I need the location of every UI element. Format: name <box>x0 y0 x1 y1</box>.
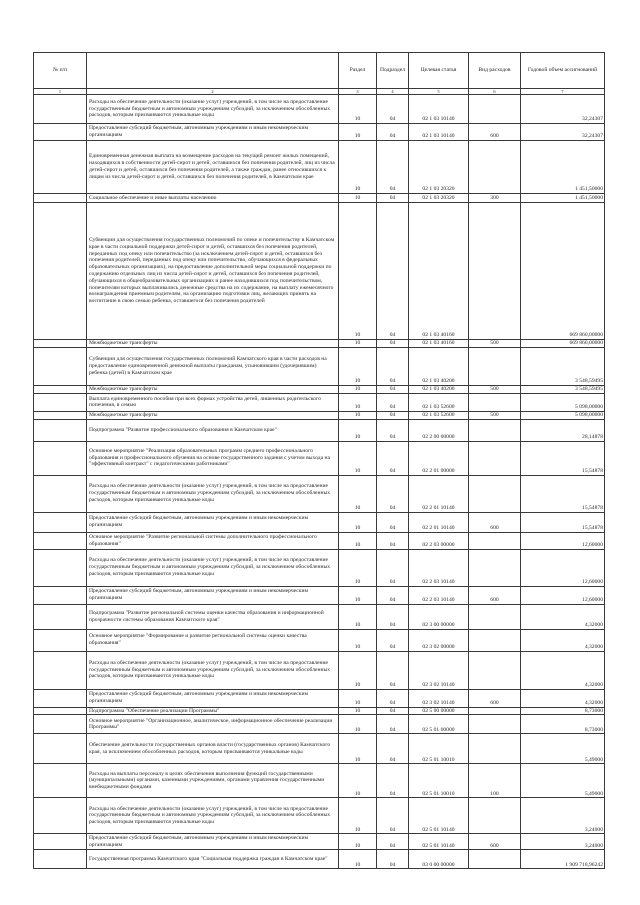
cell-subsection: 04 <box>377 834 409 850</box>
cell-num <box>34 850 87 869</box>
cell-target: 02 5 01 10140 <box>409 798 469 834</box>
table-row <box>34 393 605 411</box>
cell-expense-type <box>469 629 521 651</box>
cell-section: 10 <box>339 141 377 194</box>
cell-name: Подпрограмма "Развитие профессионального образования в Камчатском крае" <box>87 419 339 441</box>
cell-amount: 5,49000 <box>521 764 605 798</box>
cell-section: 10 <box>339 532 377 549</box>
cell-target: 02 2 03 10140 <box>409 549 469 586</box>
cell-subsection: 04 <box>377 651 409 689</box>
cell-num <box>34 834 87 850</box>
cell-expense-type: 100 <box>469 764 521 798</box>
cell-section: 10 <box>339 834 377 850</box>
cell-section: 10 <box>339 95 377 124</box>
cell-section: 10 <box>339 340 377 348</box>
table-header <box>34 53 605 95</box>
cell-section: 10 <box>339 715 377 734</box>
cell-name: Предоставление субсидий бюджетным, автономным учреждениям и иным некоммерческим организациям <box>87 689 339 707</box>
cell-section: 10 <box>339 124 377 141</box>
cell-amount: 4,32000 <box>521 651 605 689</box>
cell-section: 10 <box>339 441 377 475</box>
cell-amount: 669 860,00000 <box>521 340 605 348</box>
cell-name: Выплата единовременного пособия при всех формах устройства детей, лишенных родительского попечения, в семью <box>87 393 339 411</box>
cell-num <box>34 475 87 512</box>
cell-expense-type <box>469 707 521 715</box>
cell-name: Единовременная денежная выплата на возмещение расходов на текущий ремонт жилых помещений, находящихся в собственности детей-сирот и детей, оставшихся без попечения родителей, лиц из числа детей-сирот и детей, оставшихся без попечения родителей, а также граждан, ранее относившихся к лицам из числа детей-сирот и детей, оставшихся без попечения родителей, в Камчатском крае <box>87 141 339 194</box>
table-row <box>34 586 605 604</box>
cell-name: Расходы на обеспечение деятельности (оказание услуг) учреждений, в том числе на предоставление государственным бюджетным и автономным учреждениям субсидий, за исключением обособленных расходов, которым присваиваются уникальные коды <box>87 475 339 512</box>
cell-expense-type <box>469 604 521 629</box>
cell-expense-type: 600 <box>469 124 521 141</box>
cell-name: Расходы на выплаты персоналу в целях обеспечения выполнения функций государственными (муниципальными) органами, казенными учреждениями, органами управления государственными внебюджетными фондами <box>87 764 339 798</box>
cell-section: 10 <box>339 689 377 707</box>
table-row <box>34 764 605 798</box>
table-row <box>34 441 605 475</box>
cell-amount: 3,24000 <box>521 834 605 850</box>
table-row <box>34 141 605 194</box>
cell-target: 02 1 03 52600 <box>409 393 469 411</box>
cell-expense-type <box>469 141 521 194</box>
cell-name: Расходы на обеспечение деятельности (оказание услуг) учреждений, в том числе на предоставление государственным бюджетным и автономным учреждениям субсидий, за исключением обособленных расходов, которым присваиваются уникальные коды <box>87 549 339 586</box>
cell-section: 10 <box>339 194 377 203</box>
cell-num <box>34 95 87 124</box>
column-number: 5 <box>409 89 469 95</box>
cell-amount: 5 098,00000 <box>521 411 605 419</box>
cell-name: Расходы на обеспечение деятельности (оказание услуг) учреждений, в том числе на предоставление государственным бюджетным и автономным учреждениям субсидий, за исключением обособленных расходов, которым присваиваются уникальные коды <box>87 95 339 124</box>
cell-name: Межбюджетные трансферты <box>87 411 339 419</box>
cell-section: 10 <box>339 512 377 532</box>
table-body <box>34 95 605 869</box>
cell-amount: 1 451,50000 <box>521 194 605 203</box>
cell-num <box>34 203 87 340</box>
table-row <box>34 532 605 549</box>
cell-expense-type <box>469 95 521 124</box>
table-row <box>34 798 605 834</box>
budget-table <box>33 52 605 869</box>
cell-subsection: 04 <box>377 707 409 715</box>
cell-target: 02 1 03 10140 <box>409 124 469 141</box>
cell-subsection: 04 <box>377 629 409 651</box>
cell-amount: 8,73000 <box>521 707 605 715</box>
cell-name: Межбюджетные трансферты <box>87 340 339 348</box>
cell-expense-type: 600 <box>469 689 521 707</box>
cell-subsection: 04 <box>377 411 409 419</box>
cell-subsection: 04 <box>377 419 409 441</box>
cell-expense-type: 500 <box>469 340 521 348</box>
cell-name: Государственная программа Камчатского края "Социальная поддержка граждан в Камчатском крае" <box>87 850 339 869</box>
cell-target: 02 3 00 00000 <box>409 604 469 629</box>
cell-target: 02 5 01 10140 <box>409 834 469 850</box>
cell-name: Обеспечение деятельности государственных органов власти (государственных органов) Камчатского края, за исключением обособленных расходов, которым присваиваются уникальные коды <box>87 734 339 764</box>
cell-amount: 4,32000 <box>521 604 605 629</box>
table-row <box>34 651 605 689</box>
cell-subsection: 04 <box>377 393 409 411</box>
cell-num <box>34 734 87 764</box>
table-row <box>34 203 605 340</box>
cell-num <box>34 798 87 834</box>
cell-amount: 1 451,50000 <box>521 141 605 194</box>
cell-amount: 1 909 718,96242 <box>521 850 605 869</box>
cell-target: 02 2 00 00000 <box>409 419 469 441</box>
cell-name: Расходы на обеспечение деятельности (оказание услуг) учреждений, в том числе на предоставление государственным бюджетным и автономным учреждениям субсидий, за исключением обособленных расходов, которым присваиваются уникальные коды <box>87 651 339 689</box>
cell-num <box>34 604 87 629</box>
cell-subsection: 04 <box>377 124 409 141</box>
cell-target: 02 1 03 52600 <box>409 411 469 419</box>
cell-subsection: 04 <box>377 441 409 475</box>
column-number: 2 <box>87 89 339 95</box>
cell-amount: 15,54878 <box>521 475 605 512</box>
cell-num <box>34 586 87 604</box>
cell-section: 10 <box>339 393 377 411</box>
cell-subsection: 04 <box>377 347 409 385</box>
cell-expense-type <box>469 734 521 764</box>
cell-subsection: 04 <box>377 604 409 629</box>
header-expense-type: Вид расходов <box>469 53 521 89</box>
table-row <box>34 124 605 141</box>
cell-subsection: 04 <box>377 141 409 194</box>
cell-name: Предоставление субсидий бюджетным, автономным учреждениям и иным некоммерческим организациям <box>87 512 339 532</box>
cell-expense-type <box>469 549 521 586</box>
cell-amount: 669 860,00000 <box>521 203 605 340</box>
cell-amount: 15,54878 <box>521 441 605 475</box>
cell-expense-type: 600 <box>469 834 521 850</box>
cell-subsection: 04 <box>377 194 409 203</box>
column-number: 7 <box>521 89 605 95</box>
cell-expense-type: 600 <box>469 586 521 604</box>
header-name <box>87 53 339 89</box>
cell-expense-type: 600 <box>469 512 521 532</box>
cell-amount: 3,24000 <box>521 798 605 834</box>
cell-num <box>34 441 87 475</box>
cell-target: 02 1 03 40160 <box>409 340 469 348</box>
cell-expense-type <box>469 651 521 689</box>
cell-target: 02 1 03 20320 <box>409 194 469 203</box>
table-row <box>34 512 605 532</box>
cell-section: 10 <box>339 798 377 834</box>
cell-expense-type <box>469 532 521 549</box>
cell-name: Основное мероприятие "Реализация образовательных программ среднего профессионального образования и профессионального обучения на основе государственного задания с учетом выхода на "эффективный контракт" с педагогическими работниками" <box>87 441 339 475</box>
cell-amount: 32,24307 <box>521 95 605 124</box>
cell-num <box>34 629 87 651</box>
header-num: № п/п <box>34 53 87 89</box>
cell-target: 02 1 03 40200 <box>409 385 469 393</box>
cell-subsection: 04 <box>377 203 409 340</box>
table-row <box>34 850 605 869</box>
cell-expense-type: 500 <box>469 411 521 419</box>
cell-amount: 15,54878 <box>521 512 605 532</box>
cell-name: Основное мероприятие "Формирование и развитие региональной системы оценки качества образования" <box>87 629 339 651</box>
cell-subsection: 04 <box>377 385 409 393</box>
cell-section: 10 <box>339 549 377 586</box>
column-number: 4 <box>377 89 409 95</box>
cell-target: 02 5 00 00000 <box>409 707 469 715</box>
cell-target: 02 5 01 10010 <box>409 764 469 798</box>
cell-subsection: 04 <box>377 798 409 834</box>
header-section: Раздел <box>339 53 377 89</box>
cell-subsection: 04 <box>377 340 409 348</box>
cell-num <box>34 124 87 141</box>
cell-target: 02 1 03 40160 <box>409 203 469 340</box>
cell-subsection: 04 <box>377 512 409 532</box>
table-row <box>34 707 605 715</box>
cell-section: 10 <box>339 604 377 629</box>
table-row <box>34 411 605 419</box>
cell-subsection: 04 <box>377 549 409 586</box>
cell-amount: 32,24307 <box>521 124 605 141</box>
cell-name: Предоставление субсидий бюджетным, автономным учреждениям и иным некоммерческим организациям <box>87 124 339 141</box>
cell-target: 02 5 01 00000 <box>409 715 469 734</box>
cell-target: 02 2 01 10140 <box>409 475 469 512</box>
table-row <box>34 549 605 586</box>
cell-section: 10 <box>339 850 377 869</box>
cell-section: 10 <box>339 347 377 385</box>
cell-name: Основное мероприятие "Развитие региональной системы дополнительного профессионального образования" <box>87 532 339 549</box>
cell-num <box>34 549 87 586</box>
cell-subsection: 04 <box>377 850 409 869</box>
cell-num <box>34 411 87 419</box>
cell-amount: 4,32000 <box>521 629 605 651</box>
cell-section: 10 <box>339 734 377 764</box>
table-row <box>34 629 605 651</box>
table-row <box>34 95 605 124</box>
cell-target: 03 0 00 00000 <box>409 850 469 869</box>
cell-amount: 5 098,00000 <box>521 393 605 411</box>
cell-expense-type <box>469 850 521 869</box>
cell-num <box>34 419 87 441</box>
cell-expense-type <box>469 347 521 385</box>
table-row <box>34 419 605 441</box>
cell-amount: 3 548,59495 <box>521 385 605 393</box>
cell-amount: 12,60000 <box>521 532 605 549</box>
cell-target: 02 2 03 10140 <box>409 586 469 604</box>
cell-name: Основное мероприятие "Организационное, аналитическое, информационное обеспечение реализации Программы" <box>87 715 339 734</box>
cell-section: 10 <box>339 203 377 340</box>
cell-num <box>34 141 87 194</box>
cell-num <box>34 385 87 393</box>
cell-expense-type <box>469 798 521 834</box>
header-target: Целевая статья <box>409 53 469 89</box>
cell-num <box>34 764 87 798</box>
cell-expense-type <box>469 393 521 411</box>
cell-section: 10 <box>339 586 377 604</box>
cell-name: Подпрограмма "Развитие региональной системы оценки качества образования и информационной прозрачности системы образования Камчатского края" <box>87 604 339 629</box>
cell-target: 02 1 03 20320 <box>409 141 469 194</box>
header-row <box>34 53 605 89</box>
cell-subsection: 04 <box>377 532 409 549</box>
cell-num <box>34 651 87 689</box>
table-row <box>34 689 605 707</box>
cell-name: Субвенции для осуществления государственных полномочий Камчатского края в части расходов на предоставление единовременной денежной выплаты гражданам, усыновившим (удочерившим) ребенка (детей) в Камчатском крае <box>87 347 339 385</box>
cell-num <box>34 689 87 707</box>
cell-expense-type <box>469 441 521 475</box>
cell-name: Социальное обеспечение и иные выплаты населению <box>87 194 339 203</box>
cell-expense-type <box>469 715 521 734</box>
column-number: 1 <box>34 89 87 95</box>
cell-amount: 8,73000 <box>521 715 605 734</box>
cell-target: 02 2 01 00000 <box>409 441 469 475</box>
cell-expense-type <box>469 419 521 441</box>
cell-section: 10 <box>339 651 377 689</box>
column-number: 6 <box>469 89 521 95</box>
cell-section: 10 <box>339 411 377 419</box>
cell-subsection: 04 <box>377 95 409 124</box>
table-row <box>34 715 605 734</box>
cell-target: 02 5 01 10010 <box>409 734 469 764</box>
cell-num <box>34 194 87 203</box>
cell-num <box>34 707 87 715</box>
cell-name: Предоставление субсидий бюджетным, автономным учреждениям и иным некоммерческим организациям <box>87 586 339 604</box>
cell-subsection: 04 <box>377 764 409 798</box>
table-row <box>34 734 605 764</box>
cell-expense-type <box>469 475 521 512</box>
cell-name: Предоставление субсидий бюджетным, автономным учреждениям и иным некоммерческим организациям <box>87 834 339 850</box>
column-number: 3 <box>339 89 377 95</box>
cell-expense-type <box>469 203 521 340</box>
cell-amount: 5,49000 <box>521 734 605 764</box>
table-row <box>34 194 605 203</box>
table-row <box>34 475 605 512</box>
cell-name: Расходы на обеспечение деятельности (оказание услуг) учреждений, в том числе на предоставление государственным бюджетным и автономным учреждениям субсидий, за исключением обособленных расходов, которым присваиваются уникальные коды <box>87 798 339 834</box>
table-row <box>34 834 605 850</box>
cell-num <box>34 393 87 411</box>
cell-section: 10 <box>339 764 377 798</box>
table-row <box>34 385 605 393</box>
cell-subsection: 04 <box>377 715 409 734</box>
cell-amount: 4,32000 <box>521 689 605 707</box>
cell-section: 10 <box>339 629 377 651</box>
cell-expense-type: 500 <box>469 385 521 393</box>
cell-section: 10 <box>339 707 377 715</box>
cell-subsection: 04 <box>377 734 409 764</box>
cell-target: 02 1 03 10140 <box>409 95 469 124</box>
cell-amount: 12,60000 <box>521 549 605 586</box>
cell-num <box>34 512 87 532</box>
cell-num <box>34 340 87 348</box>
cell-amount: 3 548,59495 <box>521 347 605 385</box>
cell-amount: 12,60000 <box>521 586 605 604</box>
table-row <box>34 604 605 629</box>
cell-name: Межбюджетные трансферты <box>87 385 339 393</box>
header-subsection: Подраздел <box>377 53 409 89</box>
cell-target: 02 3 02 00000 <box>409 629 469 651</box>
table-row <box>34 347 605 385</box>
cell-name: Субвенции для осуществления государственных полномочий по опеке и попечительству в Камчатском крае в части социальной поддержки детей-сирот и детей, оставшихся без попечения родителей, переданных под опеку или попечительство (за исключением детей-сирот и детей, оставшихся без попечения родителей, переданных под опеку или попечительство, обучающихся в федеральных образовательных организациях), на предоставление дополнительной меры социальной поддержки по содержанию отдельных лиц из числа детей-сирот и детей, оставшихся без попечения родителей, обучающихся в общеобразовательных организациях и ранее находившихся под попечительством, попечителям которых выплачивались денежные средства на их содержание, на выплату ежемесячного вознаграждения приемным родителям, на организацию подготовки лиц, желающих принять на воспитание в свою семью ребенка, оставшегося без попечения родителей <box>87 203 339 340</box>
cell-target: 02 2 03 00000 <box>409 532 469 549</box>
cell-subsection: 04 <box>377 689 409 707</box>
cell-num <box>34 347 87 385</box>
cell-target: 02 3 02 10140 <box>409 689 469 707</box>
cell-num <box>34 532 87 549</box>
cell-target: 02 1 03 40200 <box>409 347 469 385</box>
cell-expense-type: 300 <box>469 194 521 203</box>
header-amount: Годовой объем ассигнований <box>521 53 605 89</box>
cell-num <box>34 715 87 734</box>
cell-amount: 28,14878 <box>521 419 605 441</box>
cell-name: Подпрограмма "Обеспечение реализации Программы" <box>87 707 339 715</box>
cell-subsection: 04 <box>377 586 409 604</box>
cell-section: 10 <box>339 419 377 441</box>
cell-section: 10 <box>339 475 377 512</box>
cell-section: 10 <box>339 385 377 393</box>
table-row <box>34 340 605 348</box>
cell-target: 02 2 01 10140 <box>409 512 469 532</box>
cell-subsection: 04 <box>377 475 409 512</box>
cell-target: 02 3 02 10140 <box>409 651 469 689</box>
